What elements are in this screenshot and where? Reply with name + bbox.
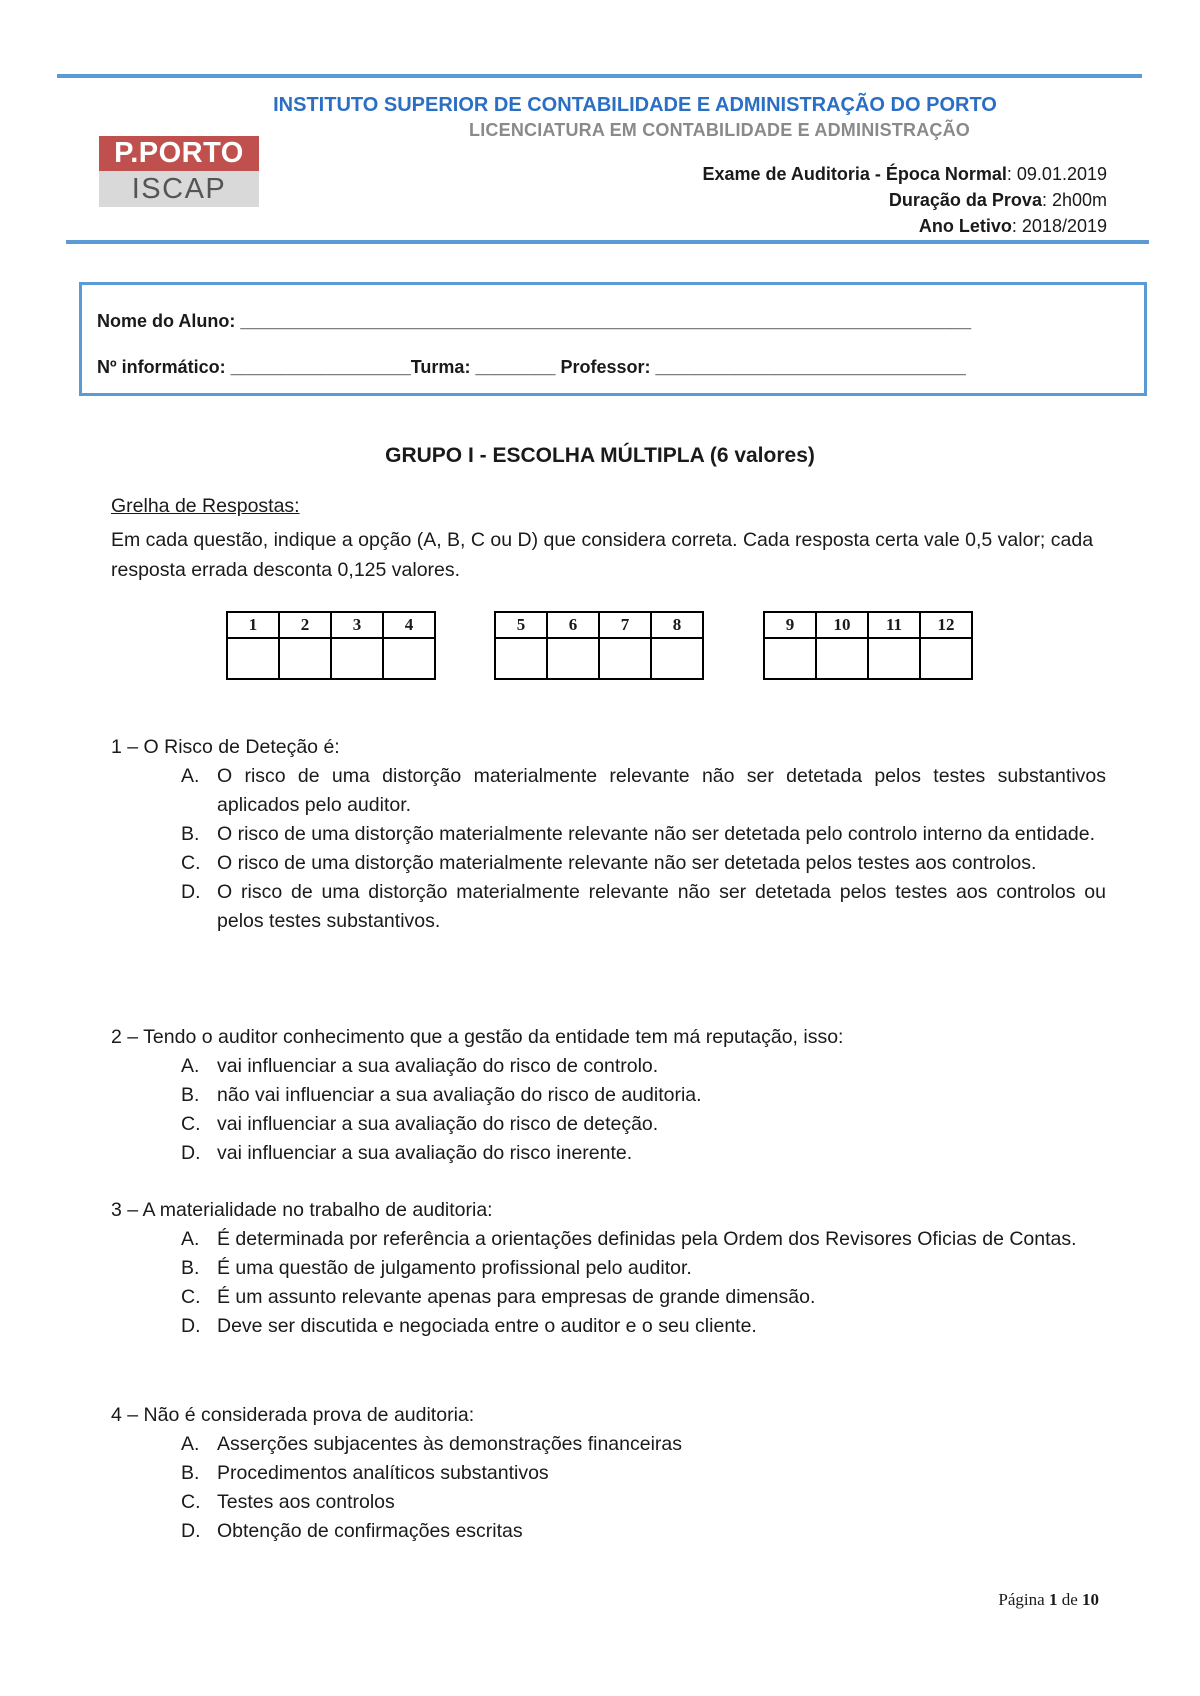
year-line: [702, 213, 1107, 239]
option-letter: C.: [181, 1491, 201, 1513]
institution-name: INSTITUTO SUPERIOR DE CONTABILIDADE E ADMINISTRAÇÃO DO PORTO: [273, 94, 997, 116]
page-total: 10: [1082, 1590, 1099, 1609]
option-b: [111, 1459, 1106, 1488]
answer-grid-heading: Grelha de Respostas:: [111, 495, 300, 517]
duration-label: Duração da Prova: [888, 190, 1042, 210]
grid-header-cell: 6: [547, 612, 599, 638]
answer-grid-2: [494, 611, 704, 680]
answer-cell[interactable]: [383, 638, 435, 679]
option-text: Procedimentos analíticos substantivos: [217, 1462, 549, 1484]
answer-cell[interactable]: [651, 638, 703, 679]
option-b: [111, 1254, 1106, 1283]
student-info-box: [79, 282, 1147, 396]
option-c: [111, 1283, 1106, 1312]
option-a: [111, 762, 1106, 820]
option-text: vai influenciar a sua avaliação do risco de deteção.: [217, 1113, 659, 1135]
question-4: [111, 1401, 1106, 1546]
duration-line: [702, 187, 1107, 213]
option-d: [111, 878, 1106, 936]
answer-cell[interactable]: [495, 638, 547, 679]
institution-logo: [99, 136, 259, 207]
option-letter: D.: [181, 1520, 201, 1542]
header-bottom-rule: [66, 240, 1149, 244]
option-text: Asserções subjacentes às demonstrações financeiras: [217, 1433, 682, 1455]
grid-header-cell: 10: [816, 612, 868, 638]
option-letter: B.: [181, 1257, 200, 1279]
answer-cell[interactable]: [920, 638, 972, 679]
option-c: [111, 849, 1106, 878]
option-text: Testes aos controlos: [217, 1491, 395, 1513]
answer-cell[interactable]: [816, 638, 868, 679]
page-word: Página: [998, 1590, 1045, 1609]
duration-value: : 2h00m: [1041, 190, 1107, 210]
option-text: vai influenciar a sua avaliação do risco de controlo.: [217, 1055, 659, 1077]
option-d: [111, 1139, 1106, 1168]
option-letter: B.: [181, 823, 200, 845]
option-text: É um assunto relevante apenas para empresas de grande dimensão.: [217, 1286, 816, 1308]
option-letter: A.: [181, 1228, 200, 1250]
option-c: [111, 1488, 1106, 1517]
logo-bottom-text: ISCAP: [99, 171, 259, 207]
option-letter: D.: [181, 1142, 201, 1164]
option-text: É determinada por referência a orientações definidas pela Ordem dos Revisores Oficias de Contas.: [217, 1228, 1077, 1250]
grid-header-cell: 12: [920, 612, 972, 638]
answer-cell[interactable]: [599, 638, 651, 679]
option-text: não vai influenciar a sua avaliação do risco de auditoria.: [217, 1084, 702, 1106]
option-d: [111, 1517, 1106, 1546]
exam-info: [702, 161, 1107, 239]
grid-header-cell: 7: [599, 612, 651, 638]
grid-header-cell: 11: [868, 612, 920, 638]
grid-header-cell: 4: [383, 612, 435, 638]
exam-value: : 09.01.2019: [1006, 164, 1107, 184]
answer-grid-1: [226, 611, 436, 680]
page-number: [998, 1590, 1099, 1610]
option-text: vai influenciar a sua avaliação do risco inerente.: [217, 1142, 633, 1164]
question-stem: 1 – O Risco de Deteção é:: [111, 736, 340, 758]
instructions: Em cada questão, indique a opção (A, B, C ou D) que considera correta. Cada resposta certa vale 0,5 valor; cada resposta errada desconta 0,125 valores.: [111, 529, 1094, 581]
option-text: Deve ser discutida e negociada entre o auditor e o seu cliente.: [217, 1315, 757, 1337]
option-b: [111, 1081, 1106, 1110]
grid-header-cell: 3: [331, 612, 383, 638]
option-letter: A.: [181, 765, 200, 787]
option-letter: D.: [181, 881, 201, 903]
answer-grid-3: [763, 611, 973, 680]
option-letter: C.: [181, 1113, 201, 1135]
answer-cell[interactable]: [868, 638, 920, 679]
option-letter: C.: [181, 1286, 201, 1308]
answer-cell[interactable]: [331, 638, 383, 679]
header-top-rule: [57, 74, 1142, 78]
option-letter: A.: [181, 1433, 200, 1455]
option-a: [111, 1430, 1106, 1459]
exam-label: Exame de Auditoria - Época Normal: [702, 164, 1007, 184]
answer-cell[interactable]: [279, 638, 331, 679]
page-of: de: [1061, 1590, 1078, 1609]
option-text: É uma questão de julgamento profissional pelo auditor.: [217, 1257, 692, 1279]
option-letter: A.: [181, 1055, 200, 1077]
year-label: Ano Letivo: [918, 216, 1012, 236]
grid-header-cell: 2: [279, 612, 331, 638]
option-d: [111, 1312, 1106, 1341]
page-current: 1: [1048, 1590, 1058, 1609]
answer-cell[interactable]: [547, 638, 599, 679]
degree-name: LICENCIATURA EM CONTABILIDADE E ADMINISTRAÇÃO: [469, 120, 970, 140]
option-b: [111, 820, 1106, 849]
option-a: [111, 1225, 1106, 1254]
question-3: [111, 1196, 1106, 1341]
student-name-field[interactable]: Nome do Aluno: _________________________________________________________________________: [97, 311, 972, 331]
option-letter: B.: [181, 1084, 200, 1106]
year-value: : 2018/2019: [1011, 216, 1107, 236]
question-stem: 2 – Tendo o auditor conhecimento que a gestão da entidade tem má reputação, isso:: [111, 1026, 844, 1048]
option-c: [111, 1110, 1106, 1139]
grid-header-cell: 8: [651, 612, 703, 638]
student-id-field[interactable]: Nº informático: __________________Turma: ________ Professor: _______________________________: [97, 357, 966, 377]
option-letter: C.: [181, 852, 201, 874]
logo-top-text: P.PORTO: [99, 136, 259, 171]
option-text: O risco de uma distorção materialmente relevante não ser detetada pelos testes aos controlos ou pelos testes substantivos.: [217, 881, 1106, 932]
question-1: [111, 733, 1106, 936]
question-stem: 3 – A materialidade no trabalho de auditoria:: [111, 1199, 493, 1221]
grid-header-cell: 5: [495, 612, 547, 638]
option-text: O risco de uma distorção materialmente relevante não ser detetada pelo controlo interno da entidade.: [217, 823, 1096, 845]
option-text: Obtenção de confirmações escritas: [217, 1520, 523, 1542]
answer-cell[interactable]: [764, 638, 816, 679]
option-letter: B.: [181, 1462, 200, 1484]
option-letter: D.: [181, 1315, 201, 1337]
grid-header-cell: 9: [764, 612, 816, 638]
exam-line: [702, 161, 1107, 187]
option-text: O risco de uma distorção materialmente relevante não ser detetada pelos testes aos controlos.: [217, 852, 1037, 874]
option-a: [111, 1052, 1106, 1081]
answer-cell[interactable]: [227, 638, 279, 679]
grid-header-cell: 1: [227, 612, 279, 638]
group-title: GRUPO I - ESCOLHA MÚLTIPLA (6 valores): [385, 444, 815, 467]
option-text: O risco de uma distorção materialmente relevante não ser detetada pelos testes substantivos aplicados pelo auditor.: [217, 765, 1106, 816]
question-2: [111, 1023, 1106, 1168]
question-stem: 4 – Não é considerada prova de auditoria:: [111, 1404, 475, 1426]
